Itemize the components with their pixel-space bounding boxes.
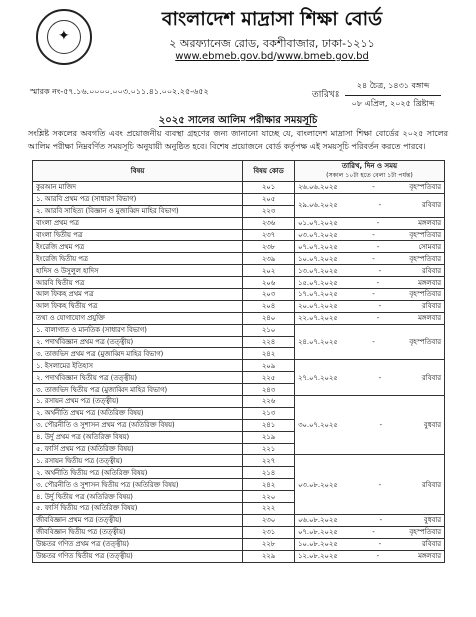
exam-date: ২২.০৭.২০২৫ — [298, 314, 338, 323]
subject-cell: হাদিস ও উসুলুল হাদিস — [33, 265, 243, 277]
website-link-bmeb[interactable]: www.bmeb.gov.bd — [276, 51, 369, 62]
subject-cell: ২. অর্থনীতি প্রথম পত্র (অতিরিক্ত বিষয়) — [33, 407, 243, 419]
table-row — [33, 241, 445, 253]
subject-cell: ৩. তাজভিদ প্রথম পত্র (মুজাব্বিদ মাহির বিভাগ) — [33, 348, 243, 360]
subject-cell: ১. রসায়ন প্রথম পত্র (তত্ত্বীয়) — [33, 396, 243, 408]
header-date-time: (সকাল ১০টা হতে বেলা ১টা পর্যন্ত) — [326, 172, 413, 179]
date-cell: ২৪.০৭.২০২৫ - বৃহস্পতিবার — [295, 324, 445, 360]
date-cell: ৩০.০৭.২০২৫ - বুধবার — [295, 396, 445, 455]
code-cell: ২৩০ — [243, 514, 295, 526]
table-row — [33, 265, 445, 277]
seal-emblem-icon: ✦ — [58, 28, 70, 44]
exam-date: ০৭.০৭.২০২৫ — [298, 242, 338, 251]
code-cell: ২০৬ — [243, 277, 295, 289]
table-row — [33, 514, 445, 526]
exam-date: ০১.০৭.২০২৫ — [298, 219, 338, 228]
code-cell: ২২৫ — [243, 372, 295, 384]
code-cell: ২২৩ — [243, 205, 295, 217]
code-cell: ২০৩ — [243, 289, 295, 301]
table-row — [33, 289, 445, 301]
code-cell: ২২৭ — [243, 455, 295, 467]
board-websites — [122, 51, 422, 62]
code-cell: ২১৩ — [243, 407, 295, 419]
header-code: বিষয় কোড — [243, 161, 295, 182]
table-row — [33, 312, 445, 324]
date-bangla: ২৪ চৈত্র, ১৪৩১ বঙ্গাব্দ — [345, 80, 441, 96]
date-cell: ১০.০৮.২০২৫ - রবিবার — [295, 538, 445, 550]
exam-day: রবিবার — [422, 302, 441, 311]
subject-cell: তথ্য ও যোগাযোগ প্রযুক্তি — [33, 312, 243, 324]
code-cell: ২২০ — [243, 491, 295, 503]
table-row — [33, 526, 445, 538]
exam-day: বৃহস্পতিবার — [409, 338, 441, 347]
exam-date: ১২.০৮.২০২৫ — [298, 552, 338, 561]
code-cell: ২৩১ — [243, 526, 295, 538]
date-cell: ২০.০৭.২০২৫ - রবিবার — [295, 300, 445, 312]
subject-cell: ইংরেজি প্রথম পত্র — [33, 241, 243, 253]
schedule-body — [33, 182, 445, 563]
date-cell: ১০.০৭.২০২৫ - বৃহস্পতিবার — [295, 253, 445, 265]
code-cell: ২৪১ — [243, 419, 295, 431]
subject-cell: জীববিজ্ঞান দ্বিতীয় পত্র (তত্ত্বীয়) — [33, 526, 243, 538]
date-cell: ১৫.০৭.২০২৫ - মঙ্গলবার — [295, 277, 445, 289]
code-cell: ২০৪ — [243, 300, 295, 312]
exam-date: ১০.০৭.২০২৫ — [298, 254, 338, 263]
date-cell: ০৬.০৮.২০২৫ - বুধবার — [295, 514, 445, 526]
table-row — [33, 360, 445, 372]
exam-date: ২৯.০৬.২০২৫ — [298, 201, 338, 210]
code-cell: ২৩৯ — [243, 253, 295, 265]
exam-date: ১০.০৮.২০২৫ — [298, 540, 338, 549]
table-row — [33, 396, 445, 408]
subject-cell: ১. আরবি প্রথম পত্র (সাধারণ বিভাগ) — [33, 193, 243, 205]
subject-cell: ৫. ফার্সি প্রথম পত্র (অতিরিক্ত বিষয়) — [33, 443, 243, 455]
date-cell: ০৭.০৮.২০২৫ - বৃহস্পতিবার — [295, 526, 445, 538]
subject-cell: ২. পদার্থবিজ্ঞান প্রথম পত্র (তত্ত্বীয়) — [33, 336, 243, 348]
board-seal-logo — [36, 9, 92, 65]
exam-day: বৃহস্পতিবার — [409, 254, 441, 263]
subject-cell: ৩. পৌরনীতি ও সুশাসন দ্বিতীয় পত্র (অতিরিক্ত বিষয়) — [33, 479, 243, 491]
memo-number: স্মারক নং-৫৭.১৬.০০০০.০০৩.০১১.৪১.০০২.২৫-৬৫২ — [30, 87, 209, 96]
exam-day: মঙ্গলবার — [418, 314, 441, 323]
code-cell: ২৪০ — [243, 312, 295, 324]
board-address: ২ অরফ্যানেজ রোড, বকশীবাজার, ঢাকা-১২১১ — [169, 37, 375, 50]
subject-cell: ১. বালাগাত ও মানতিক (সাধারণ বিভাগ) — [33, 324, 243, 336]
date-cell: ১২.০৮.২০২৫ - মঙ্গলবার — [295, 550, 445, 562]
code-cell: ২১৯ — [243, 431, 295, 443]
table-row — [33, 538, 445, 550]
exam-date: ০৩.০৮.২০২৫ — [298, 480, 338, 489]
subject-cell: কুরআন মাজিদ — [33, 182, 243, 194]
code-cell: ২২২ — [243, 503, 295, 515]
exam-day: বৃহস্পতিবার — [409, 528, 441, 537]
code-cell: ২৩৭ — [243, 229, 295, 241]
code-cell: ২৪২ — [243, 479, 295, 491]
exam-schedule-table — [32, 160, 445, 563]
exam-date: ২৭.০৭.২০২৫ — [298, 373, 338, 382]
code-cell: ২২৪ — [243, 336, 295, 348]
exam-date: ১৩.০৭.২০২৫ — [298, 266, 338, 275]
subject-cell: আল ফিকহ দ্বিতীয় পত্র — [33, 300, 243, 312]
exam-day: রবিবার — [422, 201, 441, 210]
code-cell: ২৪৩ — [243, 384, 295, 396]
exam-day: মঙ্গলবার — [418, 552, 441, 561]
exam-date: ৩০.০৭.২০২৫ — [298, 421, 338, 430]
subject-cell: ৩. পৌরনীতি ও সুশাসন প্রথম পত্র (অতিরিক্ত বিষয়) — [33, 419, 243, 431]
code-cell: ২০২ — [243, 265, 295, 277]
subject-cell: বাংলা প্রথম পত্র — [33, 217, 243, 229]
table-row — [33, 182, 445, 194]
table-row — [33, 217, 445, 229]
subject-cell: ১. ইসলামের ইতিহাস — [33, 360, 243, 372]
exam-date: ১৭.০৭.২০২৫ — [298, 290, 338, 299]
date-cell: ২৯.০৬.২০২৫ - রবিবার — [295, 193, 445, 217]
subject-cell: বাংলা দ্বিতীয় পত্র — [33, 229, 243, 241]
table-row — [33, 455, 445, 467]
intro-paragraph: সংশ্লিষ্ট সকলের অবগতি এবং প্রয়োজনীয় ব্যবস্থা গ্রহণের জন্য জানানো যাচ্ছে যে, বাংলাদেশ মাদ্রাসা শিক্ষা বোর্ডের ২০২৫ সালের আলিম পরীক্ষা নিম্নবর্ণিত সময়সূচি অনুযায়ী অনুষ্ঠিত হবে। বিশেষ প্রয়োজনে বোর্ড কর্তৃপক্ষ এই সময়সূচি পরিবর্তন করতে পারবে। — [28, 129, 448, 151]
table-header-row — [33, 161, 445, 182]
date-cell: ০১.০৭.২০২৫ - মঙ্গলবার — [295, 217, 445, 229]
code-cell: ২০৯ — [243, 360, 295, 372]
header-subject: বিষয় — [33, 161, 243, 182]
code-cell: ২২৯ — [243, 550, 295, 562]
subject-cell: জীববিজ্ঞান প্রথম পত্র (তত্ত্বীয়) — [33, 514, 243, 526]
exam-date: ২০.০৭.২০২৫ — [298, 302, 338, 311]
table-row — [33, 229, 445, 241]
exam-day: রবিবার — [422, 540, 441, 549]
date-cell: ০৭.০৭.২০২৫ - সোমবার — [295, 241, 445, 253]
document-title: ২০২৫ সালের আলিম পরীক্ষার সময়সূচি — [158, 115, 318, 126]
date-cell: ০৩.০৮.২০২৫ - রবিবার — [295, 455, 445, 514]
code-cell: ২১৪ — [243, 467, 295, 479]
table-row — [33, 277, 445, 289]
subject-cell: ২. আরবি সাহিত্য (বিজ্ঞান ও মুজাব্বিদ মাহির বিভাগ) — [33, 205, 243, 217]
exam-day: বুধবার — [423, 421, 441, 430]
website-link-ebmeb[interactable]: www.ebmeb.gov.bd — [175, 51, 274, 62]
table-row — [33, 300, 445, 312]
subject-cell: আল ফিকহ প্রথম পত্র — [33, 289, 243, 301]
subject-cell: ৪. উর্দু প্রথম পত্র (অতিরিক্ত বিষয়) — [33, 431, 243, 443]
date-cell: ০৩.০৭.২০২৫ - বৃহস্পতিবার — [295, 229, 445, 241]
exam-date: ২৬.০৬.২০২৫ — [298, 183, 338, 192]
exam-day: বুধবার — [423, 516, 441, 525]
subject-cell: ১. রসায়ন দ্বিতীয় পত্র (তত্ত্বীয়) — [33, 455, 243, 467]
exam-day: বৃহস্পতিবার — [409, 231, 441, 239]
date-cell: ২৭.০৭.২০২৫ - রবিবার — [295, 360, 445, 396]
exam-day: মঙ্গলবার — [418, 278, 441, 287]
exam-date: ০৬.০৮.২০২৫ — [298, 516, 338, 525]
exam-date: ০৩.০৭.২০২৫ — [298, 231, 338, 239]
exam-day: বৃহস্পতিবার — [409, 183, 441, 192]
date-cell: ১৩.০৭.২০২৫ - রবিবার — [295, 265, 445, 277]
board-title: বাংলাদেশ মাদ্রাসা শিক্ষা বোর্ড — [161, 8, 383, 30]
code-cell: ২২১ — [243, 443, 295, 455]
subject-cell: ২. অর্থনীতি দ্বিতীয় পত্র (অতিরিক্ত বিষয়) — [33, 467, 243, 479]
code-cell: ২১০ — [243, 324, 295, 336]
date-english: ০৮ এপ্রিল, ২০২৫ খ্রিষ্টাব্দ — [351, 99, 435, 108]
exam-day: সোমবার — [418, 242, 441, 251]
code-cell: ২২৬ — [243, 396, 295, 408]
subject-cell: ৫. ফার্সি দ্বিতীয় পত্র (অতিরিক্ত বিষয়) — [33, 503, 243, 515]
header-date-main: তারিখ, দিন ও সময় — [341, 162, 398, 170]
exam-day: বৃহস্পতিবার — [409, 290, 441, 299]
exam-date: ০৭.০৮.২০২৫ — [298, 528, 338, 537]
subject-cell: উচ্চতর গণিত দ্বিতীয় পত্র (তত্ত্বীয়) — [33, 550, 243, 562]
date-cell: ২২.০৭.২০২৫ - মঙ্গলবার — [295, 312, 445, 324]
code-cell: ২৩৮ — [243, 241, 295, 253]
table-row — [33, 324, 445, 336]
issue-date — [345, 80, 441, 111]
table-row — [33, 193, 445, 205]
code-cell: ২০১ — [243, 182, 295, 194]
code-cell: ২০৫ — [243, 193, 295, 205]
subject-cell: ২. পদার্থবিজ্ঞান দ্বিতীয় পত্র (তত্ত্বীয়) — [33, 372, 243, 384]
exam-day: রবিবার — [422, 266, 441, 275]
exam-date: ১৫.০৭.২০২৫ — [298, 278, 338, 287]
exam-day: মঙ্গলবার — [418, 219, 441, 228]
subject-cell: উচ্চতর গণিত প্রথম পত্র (তত্ত্বীয়) — [33, 538, 243, 550]
code-cell: ২৪২ — [243, 348, 295, 360]
code-cell: ২৩৬ — [243, 217, 295, 229]
table-row — [33, 253, 445, 265]
header-date — [295, 161, 445, 182]
exam-day: রবিবার — [422, 373, 441, 382]
exam-day: রবিবার — [422, 480, 441, 489]
exam-date: ২৪.০৭.২০২৫ — [298, 338, 338, 347]
subject-cell: আরবি দ্বিতীয় পত্র — [33, 277, 243, 289]
subject-cell: ৪. উর্দু দ্বিতীয় পত্র (অতিরিক্ত বিষয়) — [33, 491, 243, 503]
website-separator: / — [273, 51, 277, 62]
subject-cell: ৩. তাজভিদ দ্বিতীয় পত্র (মুজাব্বিদ মাহির বিভাগ) — [33, 384, 243, 396]
date-cell: ২৬.০৬.২০২৫ - বৃহস্পতিবার — [295, 182, 445, 194]
subject-cell: ইংরেজি দ্বিতীয় পত্র — [33, 253, 243, 265]
date-label: তারিখঃ — [312, 90, 340, 100]
date-cell: ১৭.০৭.২০২৫ - বৃহস্পতিবার — [295, 289, 445, 301]
code-cell: ২২৮ — [243, 538, 295, 550]
table-row — [33, 550, 445, 562]
